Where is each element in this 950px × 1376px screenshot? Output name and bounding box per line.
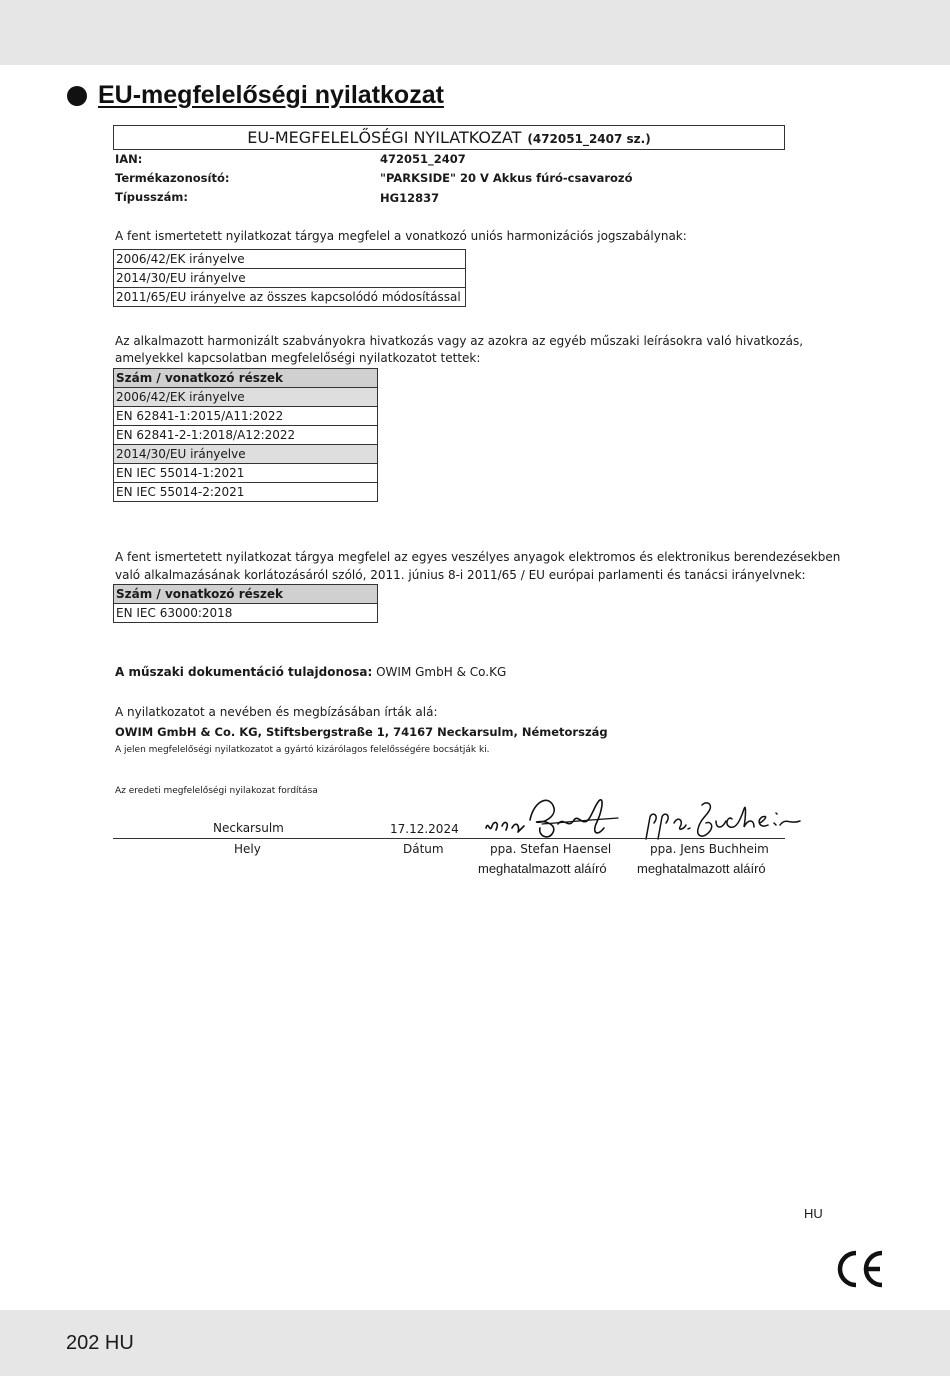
table-row: [114, 464, 378, 483]
page-number: 202 HU: [66, 1332, 134, 1354]
table-row: [114, 445, 378, 464]
table-header-cell: Szám / vonatkozó részek: [114, 369, 378, 388]
table-header-row: [114, 585, 378, 604]
type-number-label: Típusszám:: [115, 190, 188, 204]
type-number-value: HG12837: [380, 191, 440, 205]
place-label: Hely: [234, 842, 261, 856]
standard-cell: EN 62841-1:2015/A11:2022: [114, 407, 378, 426]
tech-doc-line: [115, 665, 506, 679]
signer1-role: meghatalmazott aláíró: [478, 861, 607, 876]
company-address: OWIM GmbH & Co. KG, Stiftsbergstraße 1, 74167 Neckarsulm, Németország: [115, 725, 608, 739]
translation-note: Az eredeti megfelelőségi nyilakozat fordítása: [115, 786, 318, 796]
signer1-name: ppa. Stefan Haensel: [490, 842, 612, 856]
standards-table: [113, 368, 378, 502]
signer2-role: meghatalmazott aláíró: [637, 861, 766, 876]
date-label: Dátum: [403, 842, 444, 856]
ian-label: IAN:: [115, 152, 143, 166]
language-marker: HU: [804, 1206, 823, 1221]
directive-cell: 2006/42/EK irányelve: [114, 250, 466, 269]
table-row: [114, 483, 378, 502]
standard-cell: EN 62841-2-1:2018/A12:2022: [114, 426, 378, 445]
standard-cell: 2006/42/EK irányelve: [114, 388, 378, 407]
table-row: [114, 269, 466, 288]
table-row: [114, 407, 378, 426]
table-header-row: [114, 369, 378, 388]
table-row: [114, 426, 378, 445]
standards-paragraph-line2: amelyekkel kapcsolatban megfelelőségi nyilatkozatot tettek:: [115, 351, 481, 365]
signature-line: [113, 838, 785, 839]
table-header-cell: Szám / vonatkozó részek: [114, 585, 378, 604]
signer2-name: ppa. Jens Buchheim: [650, 842, 769, 856]
standard-cell: EN IEC 55014-2:2021: [114, 483, 378, 502]
directive-cell: 2011/65/EU irányelve az összes kapcsolódó módosítással: [114, 288, 466, 307]
declaration-ref: (472051_2407 sz.): [527, 132, 651, 146]
responsibility-note: A jelen megfelelőségi nyilatkozatot a gyártó kizárólagos felelősségére bocsátják ki.: [115, 745, 490, 755]
table-row: [114, 250, 466, 269]
rohs-paragraph-line2: való alkalmazásának korlátozásáról szóló, 2011. június 8-i 2011/65 / EU európai parlamenti és tanácsi irányelvnek:: [115, 568, 806, 582]
rohs-table: [113, 584, 378, 623]
rohs-paragraph-line1: A fent ismertetett nyilatkozat tárgya megfelel az egyes veszélyes anyagok elektromos és elektronikus berendezésekben: [115, 550, 841, 564]
product-id-label: Termékazonosító:: [115, 171, 230, 185]
standard-cell: EN IEC 63000:2018: [114, 604, 378, 623]
page-title: EU-megfelelőségi nyilatkozat: [98, 81, 444, 109]
place-value: Neckarsulm: [213, 821, 284, 835]
directive-cell: 2014/30/EU irányelve: [114, 269, 466, 288]
ian-value: 472051_2407: [380, 152, 466, 166]
tech-doc-value: OWIM GmbH & Co.KG: [372, 665, 507, 679]
date-value: 17.12.2024: [390, 822, 459, 836]
standard-cell: EN IEC 55014-1:2021: [114, 464, 378, 483]
bottom-band: [0, 1310, 950, 1376]
table-row: [114, 288, 466, 307]
directives-table: [113, 249, 466, 307]
table-row: [114, 388, 378, 407]
standard-cell: 2014/30/EU irányelve: [114, 445, 378, 464]
product-id-value: "PARKSIDE" 20 V Akkus fúró-csavarozó: [380, 171, 633, 185]
declaration-title-box: [113, 125, 785, 150]
declaration-title: EU-MEGFELELŐSÉGI NYILATKOZAT: [247, 128, 522, 147]
signed-intro: A nyilatkozatot a nevében és megbízásában írták alá:: [115, 705, 438, 719]
ce-mark-icon: [834, 1250, 886, 1288]
tech-doc-label: A műszaki dokumentáció tulajdonosa:: [115, 665, 373, 679]
harmonisation-paragraph: A fent ismertetett nyilatkozat tárgya megfelel a vonatkozó uniós harmonizációs jogszabálynak:: [115, 229, 687, 243]
standards-paragraph-line1: Az alkalmazott harmonizált szabványokra hivatkozás vagy az azokra az egyéb műszaki leírásokra való hivatkozás,: [115, 334, 804, 348]
table-row: [114, 604, 378, 623]
signature-haensel: [478, 790, 623, 845]
